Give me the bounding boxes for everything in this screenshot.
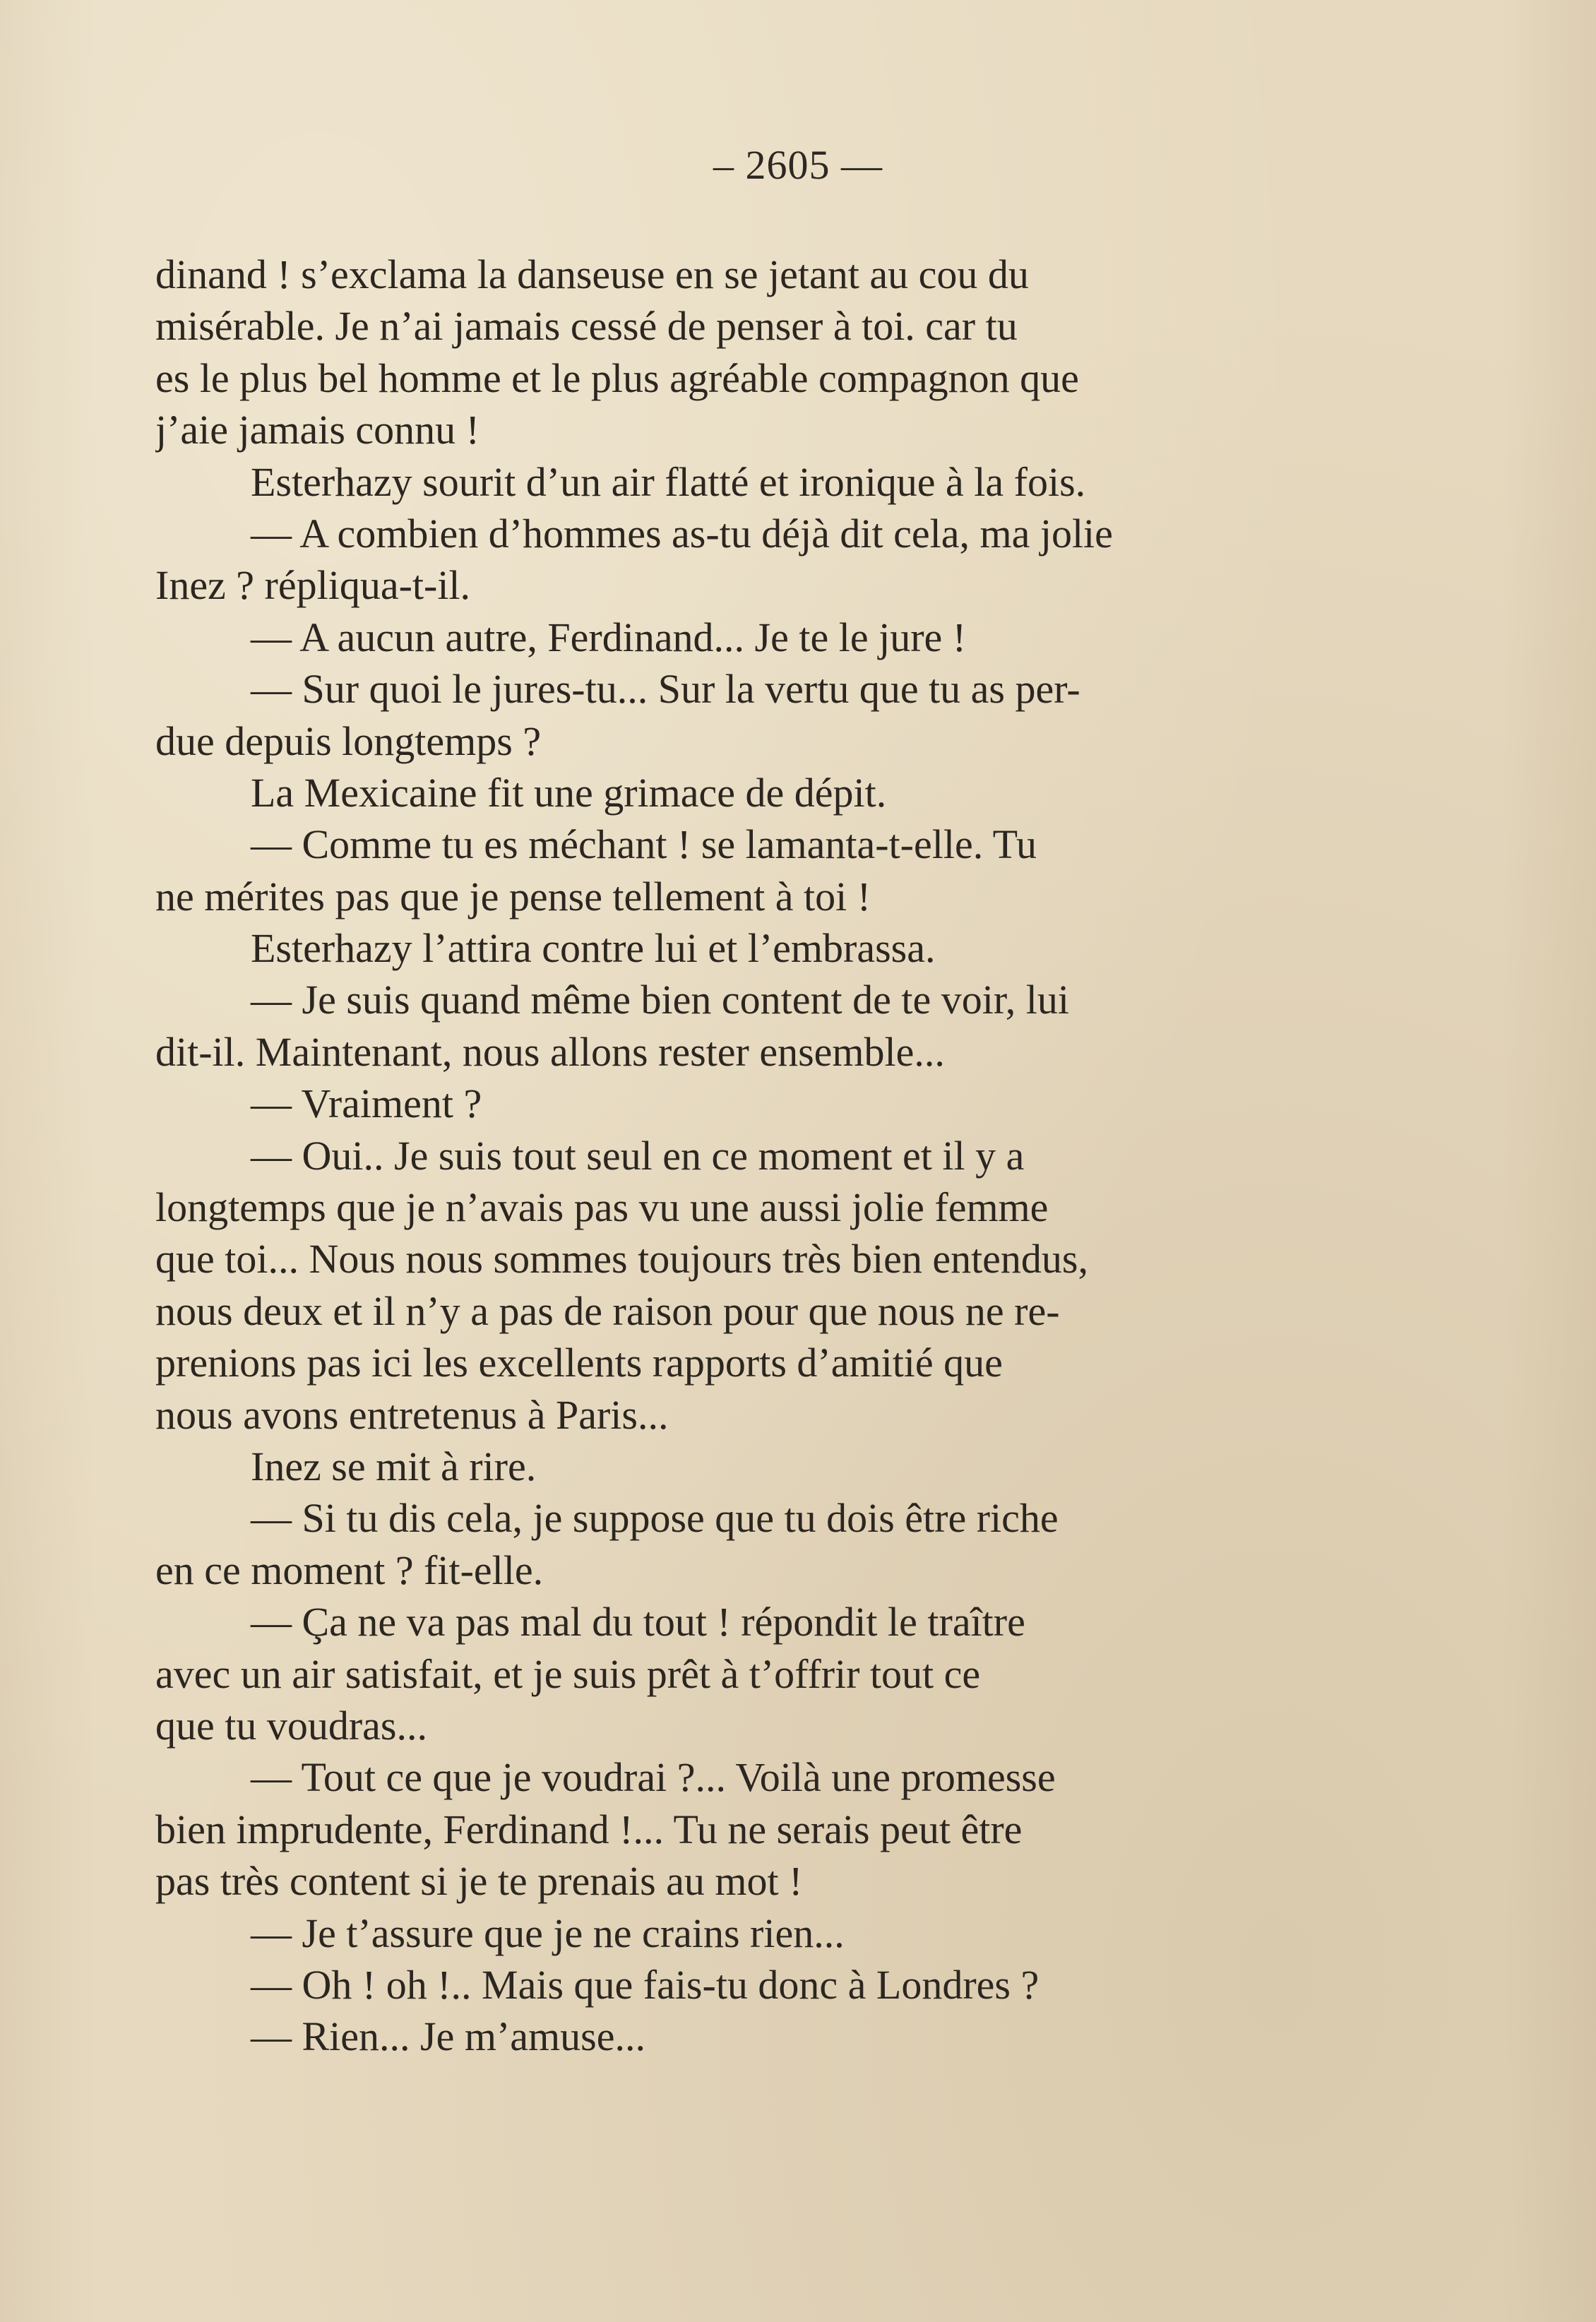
text-line: nous deux et il n’y a pas de raison pour que nous ne re-: [155, 1287, 1060, 1334]
text-line: bien imprudente, Ferdinand !... Tu ne serais peut être: [155, 1806, 1023, 1852]
text-line: avec un air satisfait, et je suis prêt à t’offrir tout ce: [155, 1650, 981, 1697]
text-line: due depuis longtemps ?: [155, 718, 542, 764]
text-line: — A aucun autre, Ferdinand... Je te le jure !: [251, 614, 967, 660]
text-line: — Oh ! oh !.. Mais que fais-tu donc à Londres ?: [251, 1961, 1040, 2008]
body-text: [155, 249, 1362, 2063]
text-line: — Oui.. Je suis tout seul en ce moment et il y a: [251, 1132, 1025, 1179]
text-line: Inez ? répliqua-t-il.: [155, 562, 471, 609]
text-line: j’aie jamais connu !: [155, 407, 480, 453]
text-line: que toi... Nous nous sommes toujours très bien entendus,: [155, 1236, 1089, 1282]
text-line: dit-il. Maintenant, nous allons rester ensemble...: [155, 1028, 945, 1075]
text-line: ne mérites pas que je pense tellement à toi !: [155, 873, 871, 919]
text-line: — Vraiment ?: [251, 1080, 482, 1127]
text-line: — Rien... Je m’amuse...: [251, 2013, 645, 2060]
text-line: longtemps que je n’avais pas vu une aussi jolie femme: [155, 1184, 1049, 1231]
text-line: nous avons entretenus à Paris...: [155, 1391, 669, 1438]
text-line: — Sur quoi le jures-tu... Sur la vertu que tu as per-: [251, 666, 1080, 713]
text-line: La Mexicaine fit une grimace de dépit.: [251, 769, 887, 816]
text-line: Inez se mit à rire.: [251, 1443, 537, 1489]
text-line: pas très content si je te prenais au mot !: [155, 1858, 803, 1905]
text-line: — Je suis quand même bien content de te voir, lui: [251, 977, 1070, 1023]
text-line: Esterhazy sourit d’un air flatté et ironique à la fois.: [251, 458, 1086, 505]
text-line: — A combien d’hommes as-tu déjà dit cela, ma jolie: [251, 510, 1113, 556]
text-line: — Ça ne va pas mal du tout ! répondit le traître: [251, 1599, 1025, 1645]
text-line: — Je t’assure que je ne crains rien...: [251, 1910, 845, 1956]
page-number: – 2605 —: [713, 142, 883, 188]
text-line: es le plus bel homme et le plus agréable compagnon que: [155, 355, 1079, 401]
text-line: dinand ! s’exclama la danseuse en se jetant au cou du: [155, 251, 1029, 297]
text-line: en ce moment ? fit-elle.: [155, 1547, 544, 1593]
text-line: — Tout ce que je voudrai ?... Voilà une promesse: [251, 1754, 1056, 1801]
text-line: misérable. Je n’ai jamais cessé de penser à toi. car tu: [155, 303, 1018, 350]
text-line: prenions pas ici les excellents rapports d’amitié que: [155, 1340, 1003, 1386]
text-line: que tu voudras...: [155, 1702, 427, 1749]
text-line: Esterhazy l’attira contre lui et l’embrassa.: [251, 925, 936, 972]
text-line: — Comme tu es méchant ! se lamanta-t-elle. Tu: [251, 821, 1037, 868]
text-line: — Si tu dis cela, je suppose que tu dois être riche: [251, 1495, 1059, 1542]
